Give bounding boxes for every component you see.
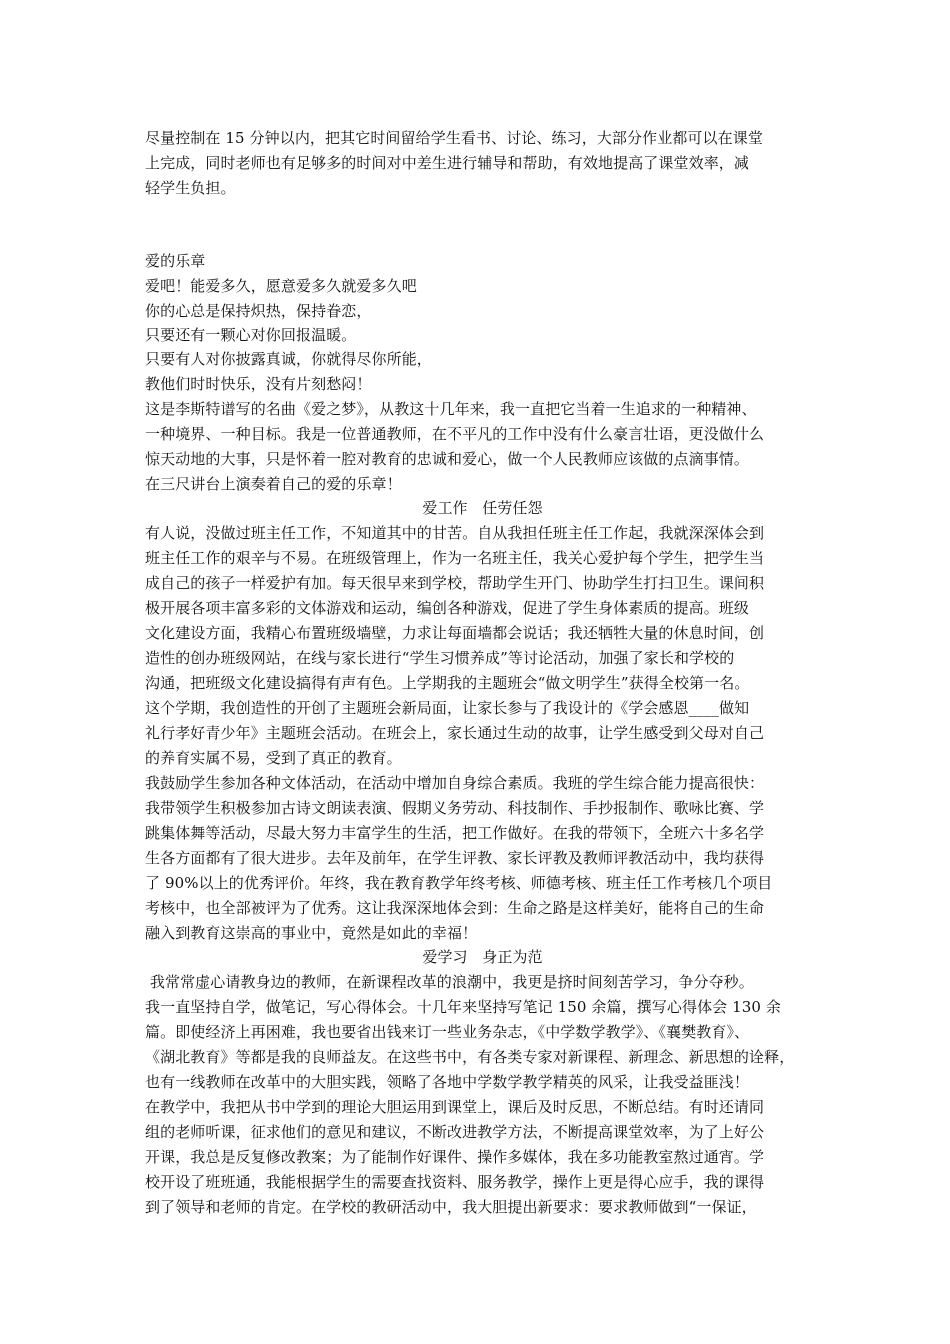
poem-line: 你的心总是保持炽热，保持眷恋， — [145, 302, 372, 320]
preface-line: 一种境界、一种目标。我是一位普通教师，在不平凡的工作中没有什么豪言壮语，更没做什么 — [145, 425, 765, 443]
work-line: 我带领学生积极参加古诗文朗读表演、假期义务劳动、科技制作、手抄报制作、歌咏比赛、学 — [145, 799, 765, 817]
work-line: 的养育实属不易，受到了真正的教育。 — [145, 749, 402, 767]
poem-line: 教他们时时快乐，没有片刻愁闷！ — [145, 375, 372, 393]
study-line: 《湖北教育》等都是我的良师益友。在这些书中，有各类专家对新课程、新理念、新思想的诠释， — [145, 1048, 795, 1066]
work-line: 造性的创办班级网站，在线与家长进行“学生习惯养成”等讨论活动，加强了家长和学校的 — [145, 649, 735, 667]
work-line: 跳集体舞等活动，尽最大努力丰富学生的生活，把工作做好。在我的带领下，全班六十多名学 — [145, 824, 765, 842]
work-line: 班主任工作的艰辛与不易。在班级管理上，作为一名班主任，我关心爱护每个学生，把学生当 — [145, 549, 765, 567]
work-line: 极开展各项丰富多彩的文体游戏和运动，编创各种游戏，促进了学生身体素质的提高。班级 — [145, 599, 750, 617]
work-line: 生各方面都有了很大进步。去年及前年，在学生评教、家长评教及教师评教活动中，我均获得 — [145, 849, 765, 867]
study-line: 到了领导和老师的肯定。在学校的教研活动中，我大胆提出新要求：要求教师做到“一保证， — [145, 1198, 757, 1216]
work-line: 融入到教育这崇高的事业中，竟然是如此的幸福！ — [145, 924, 478, 942]
work-line: 这个学期，我创造性的开创了主题班会新局面，让家长参与了我设计的《学会感恩____做知 — [145, 699, 750, 717]
intro-line: 尽量控制在 15 分钟以内，把其它时间留给学生看书、讨论、练习，大部分作业都可以在课堂 — [145, 129, 763, 147]
work-line: 我鼓励学生参加各种文体活动，在活动中增加自身综合素质。我班的学生综合能力提高很快： — [145, 774, 765, 792]
work-line: 礼行孝好青少年》主题班会活动。在班会上，家长通过生动的故事，让学生感受到父母对自己 — [145, 724, 765, 742]
study-line: 校开设了班班通，我能根据学生的需要查找资料、服务教学，操作上更是得心应手，我的课得 — [145, 1173, 765, 1191]
preface-line: 在三尺讲台上演奏着自己的爱的乐章！ — [145, 475, 402, 493]
study-line: 篇。即使经济上再困难，我也要省出钱来订一些业务杂志，《中学数学教学》、《襄樊教育》、 — [145, 1023, 750, 1041]
study-line: 也有一线教师在改革中的大胆实践，领略了各地中学数学教学精英的风采，让我受益匪浅！ — [145, 1073, 750, 1091]
work-line: 沟通，把班级文化建设搞得有声有色。上学期我的主题班会“做文明学生”获得全校第一名。 — [145, 674, 750, 692]
preface-line: 这是李斯特谱写的名曲《爱之梦》，从教这十几年来，我一直把它当着一生追求的一种精神、 — [145, 400, 757, 418]
poem-line: 只要还有一颗心对你回报温暖。 — [145, 326, 357, 344]
work-line: 考核中，也全部被评为了优秀。这让我深深地体会到：生命之路是这样美好，能将自己的生命 — [145, 899, 765, 917]
study-line: 在教学中，我把从书中学到的理论大胆运用到课堂上，课后及时反思，不断总结。有时还请同 — [145, 1098, 765, 1116]
work-line: 了 90%以上的优秀评价。年终，我在教育教学年终考核、师德考核、班主任工作考核几个项目 — [145, 874, 773, 892]
heading-work: 爱工作 任劳任怨 — [422, 499, 543, 517]
study-line: 开课，我总是反复修改教案；为了能制作好课件、操作多媒体，我在多功能教室熬过通宵。学 — [145, 1148, 765, 1166]
heading-study: 爱学习 身正为范 — [422, 948, 543, 966]
preface-line: 惊天动地的大事，只是怀着一腔对教育的忠诚和爱心，做一个人民教师应该做的点滴事情。 — [145, 450, 750, 468]
work-line: 成自己的孩子一样爱护有加。每天很早来到学校，帮助学生开门、协助学生打扫卫生。课间积 — [145, 574, 765, 592]
poem-line: 爱吧！能爱多久，愿意爱多久就爱多久吧 — [145, 277, 417, 295]
intro-line: 上完成，同时老师也有足够多的时间对中差生进行辅导和帮助，有效地提高了课堂效率，减 — [145, 154, 750, 172]
study-line: 我一直坚持自学，做笔记，写心得体会。十几年来坚持写笔记 150 余篇，撰写心得体会 130 余 — [145, 998, 782, 1016]
work-line: 有人说，没做过班主任工作，不知道其中的甘苦。自从我担任班主任工作起，我就深深体会到 — [145, 524, 765, 542]
section-title: 爱的乐章 — [145, 252, 206, 270]
study-line: 组的老师听课，征求他们的意见和建议，不断改进教学方法，不断提高课堂效率，为了上好公 — [145, 1123, 765, 1141]
poem-line: 只要有人对你披露真诚，你就得尽你所能， — [145, 350, 432, 368]
intro-line: 轻学生负担。 — [145, 179, 236, 197]
study-line: 我常常虚心请教身边的教师，在新课程改革的浪潮中，我更是挤时间刻苦学习，争分夺秒。 — [145, 973, 754, 991]
work-line: 文化建设方面，我精心布置班级墙壁，力求让每面墙都会说话；我还牺牲大量的休息时间，创 — [145, 624, 765, 642]
